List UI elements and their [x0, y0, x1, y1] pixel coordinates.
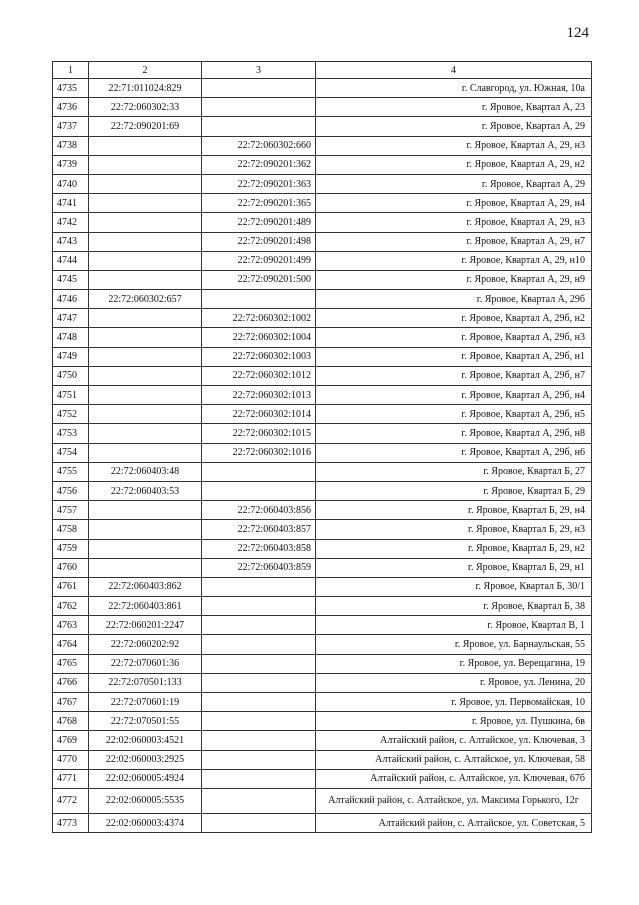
address-cell: г. Яровое, Квартал А, 29, н4 — [316, 194, 592, 213]
address-cell: Алтайский район, с. Алтайское, ул. Ключевая, 58 — [316, 750, 592, 769]
address-cell: Алтайский район, с. Алтайское, ул. Советская, 5 — [316, 813, 592, 832]
table-row — [53, 155, 592, 174]
table-row — [53, 309, 592, 328]
table-row — [53, 712, 592, 731]
table-row — [53, 174, 592, 193]
table-row — [53, 693, 592, 712]
address-cell: г. Яровое, Квартал А, 29б, н2 — [316, 309, 592, 328]
address-cell: г. Яровое, Квартал Б, 29, н2 — [316, 539, 592, 558]
sub-cadastral-number-cell — [202, 597, 316, 616]
sub-cadastral-number-cell: 22:72:090201:362 — [202, 155, 316, 174]
sub-cadastral-number-cell — [202, 654, 316, 673]
row-number-cell: 4737 — [53, 117, 89, 136]
row-number-cell: 4759 — [53, 539, 89, 558]
sub-cadastral-number-cell — [202, 79, 316, 98]
address-cell: г. Яровое, Квартал А, 29б, н8 — [316, 424, 592, 443]
sub-cadastral-number-cell: 22:72:060302:1015 — [202, 424, 316, 443]
row-number-cell: 4766 — [53, 673, 89, 692]
table-row — [53, 117, 592, 136]
table-row — [53, 481, 592, 500]
address-cell: г. Яровое, Квартал А, 29б, н3 — [316, 328, 592, 347]
table-row — [53, 98, 592, 117]
row-number-cell: 4750 — [53, 366, 89, 385]
row-number-cell: 4738 — [53, 136, 89, 155]
address-cell: г. Яровое, Квартал А, 29б, н1 — [316, 347, 592, 366]
address-cell: г. Яровое, Квартал А, 29, н2 — [316, 155, 592, 174]
table-row — [53, 769, 592, 788]
sub-cadastral-number-cell: 22:72:060302:1002 — [202, 309, 316, 328]
row-number-cell: 4743 — [53, 232, 89, 251]
sub-cadastral-number-cell — [202, 290, 316, 309]
table-row — [53, 635, 592, 654]
table-row — [53, 654, 592, 673]
address-cell: Алтайский район, с. Алтайское, ул. Максима Горького, 12г — [316, 788, 592, 813]
table-body — [53, 62, 592, 833]
table-row — [53, 750, 592, 769]
sub-cadastral-number-cell: 22:72:090201:500 — [202, 270, 316, 289]
cadastral-number-cell: 22:02:060003:4374 — [89, 813, 202, 832]
cadastral-number-cell: 22:72:070501:133 — [89, 673, 202, 692]
sub-cadastral-number-cell — [202, 481, 316, 500]
sub-cadastral-number-cell: 22:72:060403:859 — [202, 558, 316, 577]
cadastral-number-cell: 22:72:070601:19 — [89, 693, 202, 712]
address-cell: г. Яровое, Квартал А, 29б — [316, 290, 592, 309]
sub-cadastral-number-cell — [202, 813, 316, 832]
sub-cadastral-number-cell: 22:72:060302:1012 — [202, 366, 316, 385]
row-number-cell: 4736 — [53, 98, 89, 117]
cadastral-number-cell — [89, 213, 202, 232]
table-row — [53, 270, 592, 289]
table-row — [53, 290, 592, 309]
table-row — [53, 194, 592, 213]
address-cell: г. Яровое, Квартал А, 29, н3 — [316, 213, 592, 232]
row-number-cell: 4756 — [53, 481, 89, 500]
cadastral-number-cell — [89, 232, 202, 251]
sub-cadastral-number-cell — [202, 117, 316, 136]
row-number-cell: 4769 — [53, 731, 89, 750]
registry-table — [52, 61, 592, 833]
cadastral-number-cell — [89, 194, 202, 213]
address-cell: г. Яровое, Квартал Б, 29 — [316, 481, 592, 500]
cadastral-number-cell — [89, 136, 202, 155]
cadastral-number-cell: 22:72:060302:657 — [89, 290, 202, 309]
row-number-cell: 4752 — [53, 405, 89, 424]
address-cell: г. Яровое, Квартал Б, 38 — [316, 597, 592, 616]
address-cell: г. Яровое, Квартал А, 29, н9 — [316, 270, 592, 289]
address-cell: г. Яровое, Квартал А, 29, н7 — [316, 232, 592, 251]
cadastral-number-cell: 22:72:060302:33 — [89, 98, 202, 117]
sub-cadastral-number-cell — [202, 577, 316, 596]
address-cell: г. Яровое, Квартал А, 29 — [316, 174, 592, 193]
cadastral-number-cell: 22:02:060005:5535 — [89, 788, 202, 813]
sub-cadastral-number-cell: 22:72:090201:363 — [202, 174, 316, 193]
table-row — [53, 386, 592, 405]
row-number-cell: 4768 — [53, 712, 89, 731]
row-number-cell: 4773 — [53, 813, 89, 832]
row-number-cell: 4762 — [53, 597, 89, 616]
row-number-cell: 4767 — [53, 693, 89, 712]
address-cell: г. Яровое, Квартал А, 23 — [316, 98, 592, 117]
cadastral-number-cell: 22:72:060201:2247 — [89, 616, 202, 635]
sub-cadastral-number-cell — [202, 788, 316, 813]
address-cell: г. Яровое, Квартал Б, 29, н1 — [316, 558, 592, 577]
cadastral-number-cell — [89, 386, 202, 405]
address-cell: г. Яровое, Квартал В, 1 — [316, 616, 592, 635]
row-number-cell: 4741 — [53, 194, 89, 213]
cadastral-number-cell — [89, 309, 202, 328]
row-number-cell: 4755 — [53, 462, 89, 481]
table-row — [53, 788, 592, 813]
table-row — [53, 328, 592, 347]
sub-cadastral-number-cell — [202, 462, 316, 481]
table-row — [53, 232, 592, 251]
sub-cadastral-number-cell: 22:72:060302:1004 — [202, 328, 316, 347]
table-row — [53, 462, 592, 481]
sub-cadastral-number-cell: 22:72:090201:365 — [202, 194, 316, 213]
row-number-cell: 4763 — [53, 616, 89, 635]
sub-cadastral-number-cell — [202, 673, 316, 692]
row-number-cell: 4757 — [53, 501, 89, 520]
table-row — [53, 501, 592, 520]
column-header-2: 2 — [89, 62, 202, 79]
row-number-cell: 4761 — [53, 577, 89, 596]
table-row — [53, 520, 592, 539]
sub-cadastral-number-cell — [202, 750, 316, 769]
address-cell: г. Яровое, Квартал А, 29 — [316, 117, 592, 136]
sub-cadastral-number-cell — [202, 693, 316, 712]
cadastral-number-cell — [89, 443, 202, 462]
sub-cadastral-number-cell: 22:72:060302:1016 — [202, 443, 316, 462]
address-cell: г. Яровое, Квартал Б, 27 — [316, 462, 592, 481]
table-row — [53, 251, 592, 270]
cadastral-number-cell: 22:02:060003:4521 — [89, 731, 202, 750]
table-row — [53, 616, 592, 635]
cadastral-number-cell — [89, 501, 202, 520]
table-row — [53, 424, 592, 443]
sub-cadastral-number-cell — [202, 731, 316, 750]
row-number-cell: 4746 — [53, 290, 89, 309]
address-cell: г. Яровое, Квартал Б, 29, н4 — [316, 501, 592, 520]
row-number-cell: 4735 — [53, 79, 89, 98]
table-row — [53, 813, 592, 832]
cadastral-number-cell: 22:71:011024:829 — [89, 79, 202, 98]
cadastral-number-cell: 22:72:070601:36 — [89, 654, 202, 673]
sub-cadastral-number-cell: 22:72:060302:1014 — [202, 405, 316, 424]
cadastral-number-cell — [89, 155, 202, 174]
sub-cadastral-number-cell: 22:72:060403:856 — [202, 501, 316, 520]
row-number-cell: 4745 — [53, 270, 89, 289]
table-row — [53, 673, 592, 692]
cadastral-number-cell: 22:02:060005:4924 — [89, 769, 202, 788]
address-cell: г. Яровое, Квартал А, 29б, н7 — [316, 366, 592, 385]
table-row — [53, 347, 592, 366]
column-header-3: 3 — [202, 62, 316, 79]
address-cell: г. Яровое, ул. Первомайская, 10 — [316, 693, 592, 712]
table-row — [53, 136, 592, 155]
cadastral-number-cell — [89, 270, 202, 289]
sub-cadastral-number-cell: 22:72:090201:498 — [202, 232, 316, 251]
cadastral-number-cell: 22:72:070501:55 — [89, 712, 202, 731]
cadastral-number-cell: 22:72:060403:53 — [89, 481, 202, 500]
sub-cadastral-number-cell — [202, 98, 316, 117]
row-number-cell: 4760 — [53, 558, 89, 577]
address-cell: г. Яровое, ул. Барнаульская, 55 — [316, 635, 592, 654]
cadastral-number-cell: 22:72:060202:92 — [89, 635, 202, 654]
cadastral-number-cell — [89, 366, 202, 385]
row-number-cell: 4764 — [53, 635, 89, 654]
sub-cadastral-number-cell: 22:72:060302:1013 — [202, 386, 316, 405]
column-header-1: 1 — [53, 62, 89, 79]
cadastral-number-cell — [89, 347, 202, 366]
table-header-row — [53, 62, 592, 79]
address-cell: г. Яровое, Квартал А, 29, н10 — [316, 251, 592, 270]
address-cell: г. Яровое, Квартал Б, 29, н3 — [316, 520, 592, 539]
table-row — [53, 558, 592, 577]
address-cell: г. Яровое, ул. Верещагина, 19 — [316, 654, 592, 673]
cadastral-number-cell: 22:72:060403:48 — [89, 462, 202, 481]
row-number-cell: 4771 — [53, 769, 89, 788]
sub-cadastral-number-cell — [202, 712, 316, 731]
row-number-cell: 4742 — [53, 213, 89, 232]
cadastral-number-cell — [89, 405, 202, 424]
cadastral-number-cell: 22:02:060003:2925 — [89, 750, 202, 769]
address-cell: г. Яровое, Квартал А, 29б, н4 — [316, 386, 592, 405]
row-number-cell: 4751 — [53, 386, 89, 405]
sub-cadastral-number-cell — [202, 769, 316, 788]
row-number-cell: 4772 — [53, 788, 89, 813]
table-row — [53, 597, 592, 616]
row-number-cell: 4748 — [53, 328, 89, 347]
address-cell: г. Славгород, ул. Южная, 10а — [316, 79, 592, 98]
address-cell: Алтайский район, с. Алтайское, ул. Ключевая, 3 — [316, 731, 592, 750]
cadastral-number-cell — [89, 251, 202, 270]
sub-cadastral-number-cell: 22:72:060302:660 — [202, 136, 316, 155]
cadastral-number-cell — [89, 539, 202, 558]
row-number-cell: 4765 — [53, 654, 89, 673]
row-number-cell: 4744 — [53, 251, 89, 270]
sub-cadastral-number-cell: 22:72:060403:858 — [202, 539, 316, 558]
address-cell: г. Яровое, Квартал А, 29б, н5 — [316, 405, 592, 424]
sub-cadastral-number-cell: 22:72:060302:1003 — [202, 347, 316, 366]
cadastral-number-cell — [89, 424, 202, 443]
sub-cadastral-number-cell: 22:72:090201:499 — [202, 251, 316, 270]
cadastral-number-cell: 22:72:060403:861 — [89, 597, 202, 616]
table-row — [53, 213, 592, 232]
row-number-cell: 4754 — [53, 443, 89, 462]
row-number-cell: 4749 — [53, 347, 89, 366]
address-cell: г. Яровое, ул. Пушкина, 6в — [316, 712, 592, 731]
table-row — [53, 539, 592, 558]
row-number-cell: 4753 — [53, 424, 89, 443]
page-number: 124 — [566, 25, 589, 41]
row-number-cell: 4740 — [53, 174, 89, 193]
sub-cadastral-number-cell — [202, 635, 316, 654]
row-number-cell: 4758 — [53, 520, 89, 539]
table-row — [53, 443, 592, 462]
row-number-cell: 4770 — [53, 750, 89, 769]
address-cell: г. Яровое, Квартал Б, 30/1 — [316, 577, 592, 596]
cadastral-number-cell — [89, 328, 202, 347]
sub-cadastral-number-cell: 22:72:060403:857 — [202, 520, 316, 539]
table-row — [53, 405, 592, 424]
row-number-cell: 4747 — [53, 309, 89, 328]
cadastral-number-cell: 22:72:060403:862 — [89, 577, 202, 596]
cadastral-number-cell — [89, 174, 202, 193]
table-row — [53, 366, 592, 385]
sub-cadastral-number-cell — [202, 616, 316, 635]
address-cell: г. Яровое, Квартал А, 29б, н6 — [316, 443, 592, 462]
cadastral-number-cell: 22:72:090201:69 — [89, 117, 202, 136]
sub-cadastral-number-cell: 22:72:090201:489 — [202, 213, 316, 232]
address-cell: Алтайский район, с. Алтайское, ул. Ключевая, 67б — [316, 769, 592, 788]
cadastral-number-cell — [89, 520, 202, 539]
table-row — [53, 577, 592, 596]
row-number-cell: 4739 — [53, 155, 89, 174]
table-row — [53, 79, 592, 98]
table-row — [53, 731, 592, 750]
address-cell: г. Яровое, ул. Ленина, 20 — [316, 673, 592, 692]
address-cell: г. Яровое, Квартал А, 29, н3 — [316, 136, 592, 155]
cadastral-number-cell — [89, 558, 202, 577]
column-header-4: 4 — [316, 62, 592, 79]
